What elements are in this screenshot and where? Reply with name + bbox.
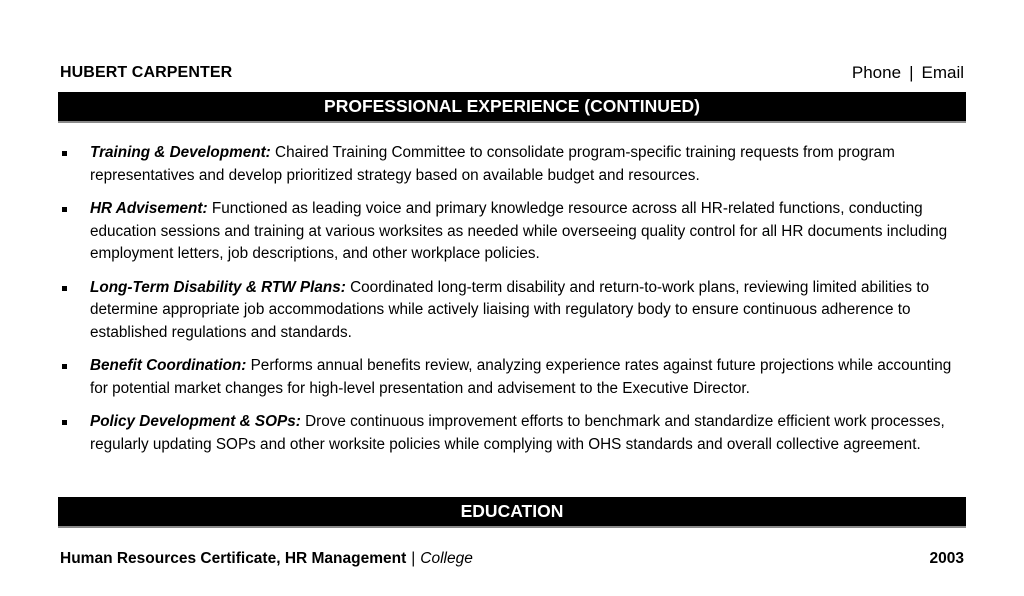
candidate-name: HUBERT CARPENTER: [60, 64, 233, 81]
education-section-title: EDUCATION: [460, 501, 564, 521]
experience-bullet-item: [60, 198, 966, 266]
education-section-header: [58, 497, 966, 528]
bullet-lead: Training & Development:: [90, 144, 271, 161]
degree-name: Human Resources Certificate, HR Management: [60, 550, 407, 567]
bullet-square-icon: [62, 151, 67, 156]
bullet-text: Performs annual benefits review, analyzing experience rates against future projections while accounting for potential market changes for high-level presentation and advisement to the Executive Director.: [90, 357, 952, 397]
education-entry: [60, 547, 964, 571]
experience-bullet-list: [60, 142, 966, 467]
resume-header: [60, 60, 964, 86]
bullet-lead: Benefit Coordination:: [90, 357, 247, 374]
education-separator: |: [411, 550, 416, 567]
bullet-square-icon: [62, 207, 67, 212]
experience-section-header: [58, 92, 966, 123]
bullet-text: Chaired Training Committee to consolidate program-specific training requests from program representatives and develop prioritized strategy based on available budget and resources.: [90, 144, 895, 184]
bullet-lead: HR Advisement:: [90, 200, 208, 217]
bullet-square-icon: [62, 364, 67, 369]
bullet-lead: Long-Term Disability & RTW Plans:: [90, 278, 346, 296]
bullet-square-icon: [62, 420, 67, 425]
bullet-lead: Policy Development & SOPs:: [90, 413, 301, 430]
contact-info: [852, 63, 964, 83]
experience-bullet-item: [60, 411, 966, 456]
contact-separator: |: [909, 63, 914, 82]
experience-bullet-item: [60, 142, 966, 187]
phone-label: Phone: [851, 63, 902, 82]
bullet-square-icon: [62, 286, 67, 291]
bullet-text: Drove continuous improvement efforts to benchmark and standardize efficient work processes, regularly updating SOPs and other worksite policies while complying with OHS standards and overall collective agreement.: [90, 413, 945, 453]
school-name: College: [420, 550, 473, 567]
email-label: Email: [921, 63, 964, 82]
bullet-text: Functioned as leading voice and primary knowledge resource across all HR-related functions, conducting education sessions and training at various worksites as needed while overseeing quality control for all HR documents including employment letters, job descriptions, and other workplace policies.: [90, 200, 948, 262]
experience-section-title: PROFESSIONAL EXPERIENCE (CONTINUED): [324, 96, 700, 116]
bullet-text: Coordinated long-term disability and return-to-work plans, reviewing limited abilities to determine appropriate job accommodations while actively liaising with regulatory body to ensure continuous adherence to established regulations and standards.: [90, 278, 930, 341]
experience-bullet-item: [60, 277, 966, 345]
education-details: [60, 550, 473, 568]
experience-bullet-item: [60, 355, 966, 400]
graduation-year: 2003: [929, 550, 964, 567]
